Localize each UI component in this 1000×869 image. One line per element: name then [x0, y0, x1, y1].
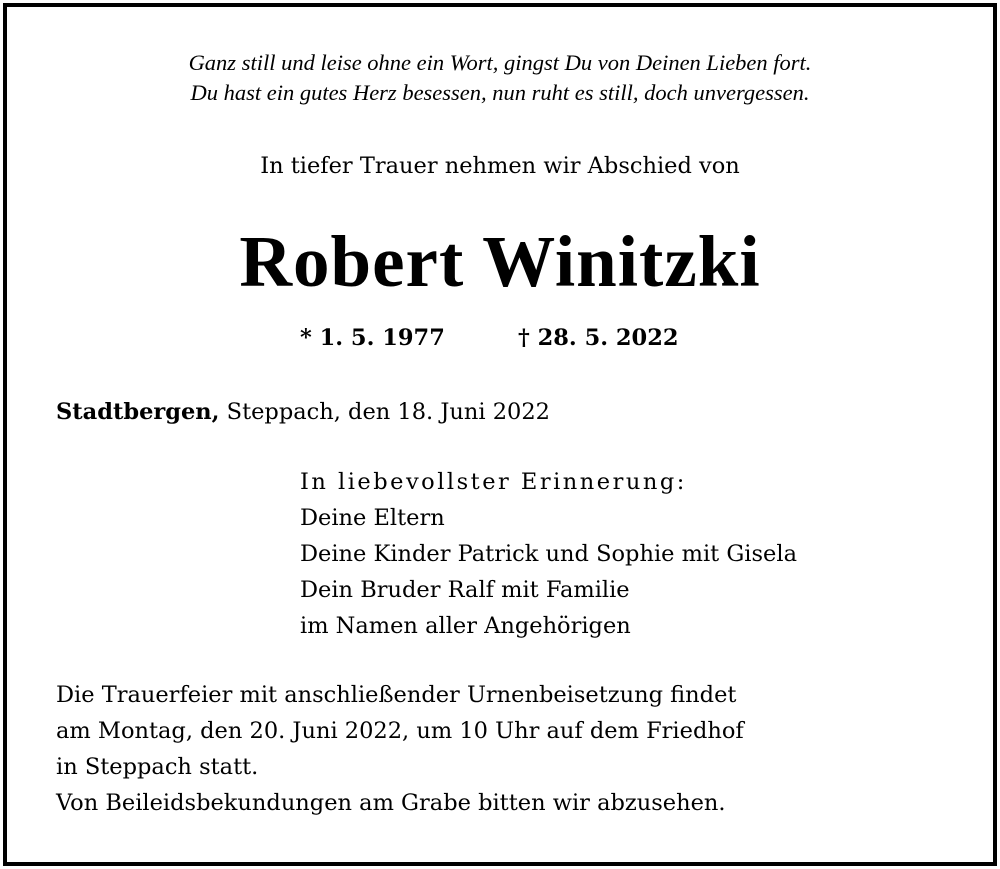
poem-line-2: Du hast ein gutes Herz besessen, nun ruht es still, doch unvergessen.	[190, 80, 810, 105]
birth-date: * 1. 5. 1977	[300, 325, 445, 351]
signatory-line: Deine Eltern	[300, 505, 445, 531]
signatory-line: im Namen aller Angehörigen	[300, 613, 631, 639]
place-date-line	[56, 396, 550, 428]
notice-line: in Steppach statt.	[56, 754, 259, 780]
notice-line: am Montag, den 20. Juni 2022, um 10 Uhr auf dem Friedhof	[56, 718, 744, 744]
place-city: Stadtbergen,	[56, 399, 220, 425]
signatories-heading: In liebevollster Erinnerung:	[300, 469, 687, 495]
signatory-line: Dein Bruder Ralf mit Familie	[300, 577, 630, 603]
death-date: † 28. 5. 2022	[518, 325, 679, 351]
deceased-name: Robert Winitzki	[239, 221, 761, 302]
place-date: Steppach, den 18. Juni 2022	[226, 399, 550, 425]
notice-line: Die Trauerfeier mit anschließender Urnenbeisetzung findet	[56, 682, 737, 708]
intro-text: In tiefer Trauer nehmen wir Abschied von	[260, 153, 740, 179]
poem-line-1: Ganz still und leise ohne ein Wort, gingst Du von Deinen Lieben fort.	[188, 50, 812, 75]
signatory-line: Deine Kinder Patrick und Sophie mit Gisela	[300, 541, 797, 567]
notice-line: Von Beileidsbekundungen am Grabe bitten wir abzusehen.	[56, 790, 726, 816]
